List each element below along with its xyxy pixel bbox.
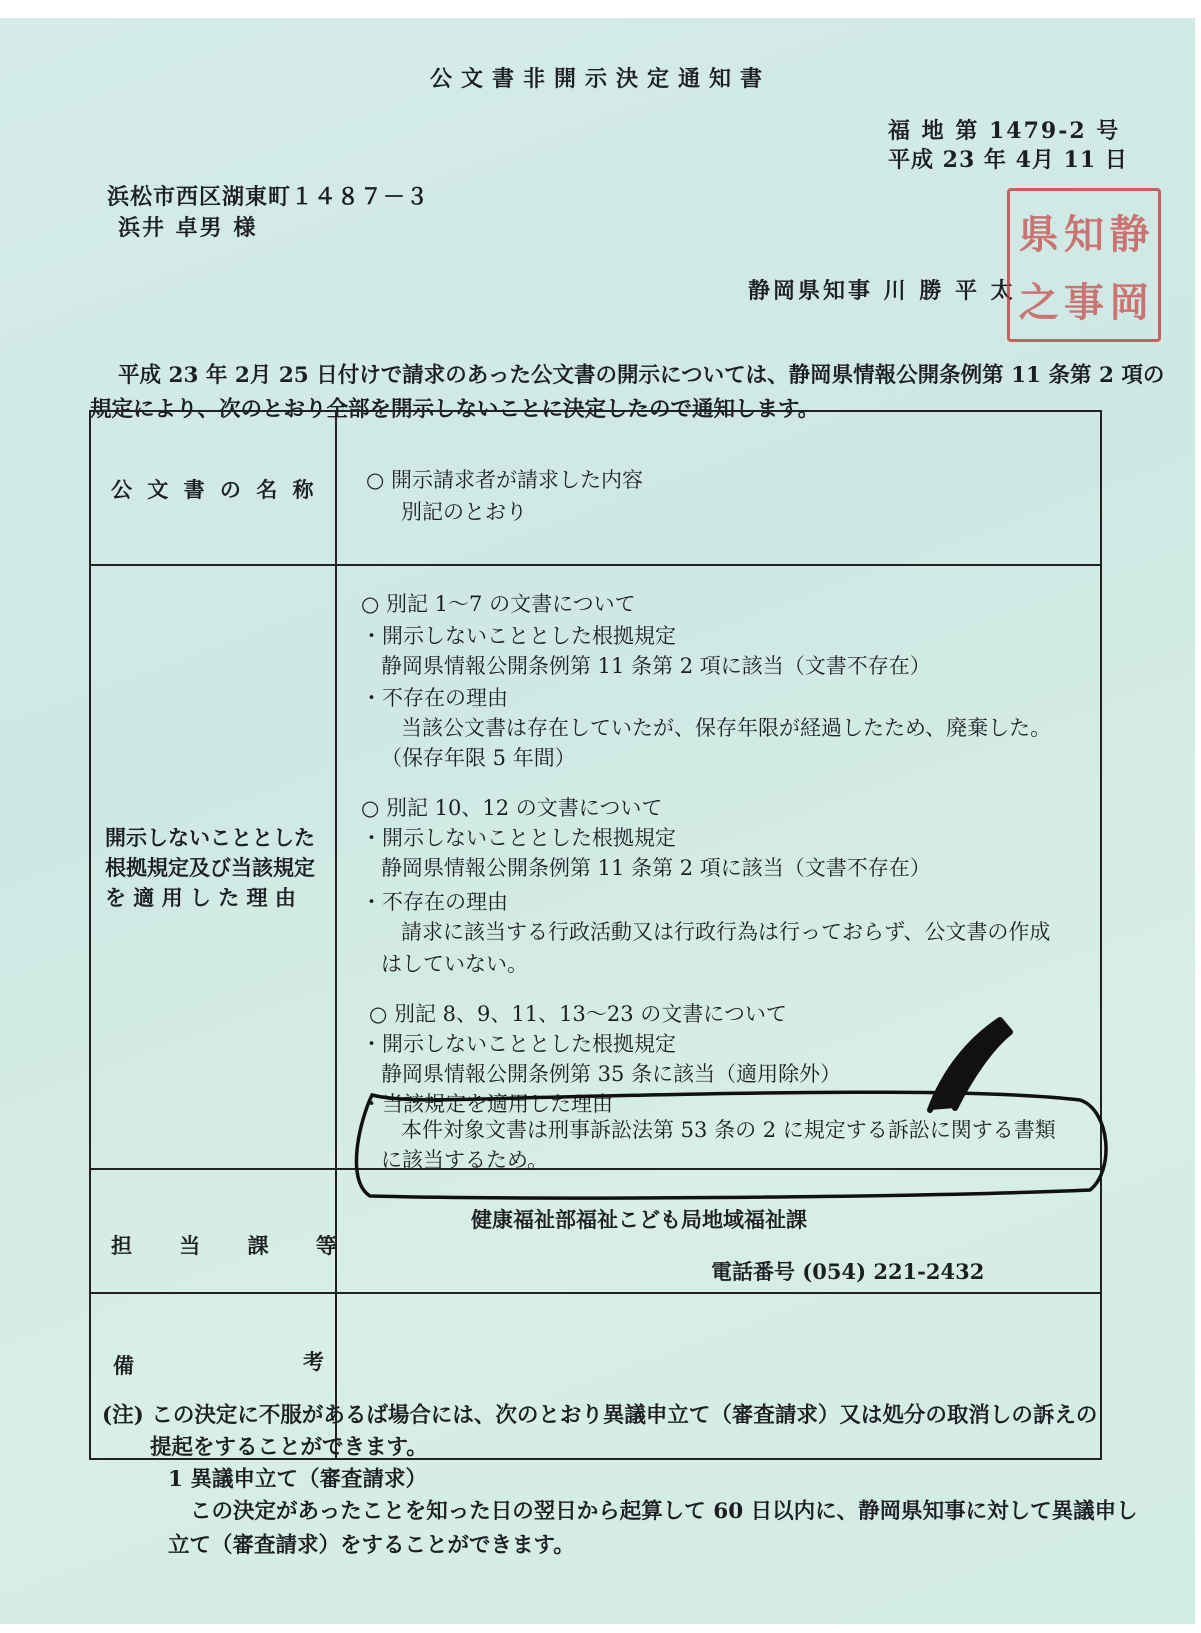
- label-remarks-1: 備: [113, 1353, 134, 1378]
- block1-retention: （保存年限 5 年間）: [381, 746, 576, 770]
- document-title: 公文書非開示決定通知書: [429, 66, 771, 92]
- department-name: 健康福祉部福祉こども局地域福祉課: [471, 1207, 807, 1232]
- table-column-divider: [335, 412, 337, 1458]
- block2-reason: 請求に該当する行政活動又は行政行為は行っておらず、公文書の作成: [401, 920, 1051, 944]
- note-line-3: 1 異議申立て（審査請求）: [168, 1467, 427, 1492]
- block2-basis-label: ・開示しないこととした根拠規定: [361, 826, 676, 850]
- block1-basis: 静岡県情報公開条例第 11 条第 2 項に該当（文書不存在）: [381, 654, 931, 678]
- label-document-name: 公 文 書 の 名 称: [111, 477, 318, 502]
- decision-table: [89, 410, 1102, 1460]
- block2-heading: ○ 別記 10、12 の文書について: [361, 796, 663, 820]
- note-line-1: (注) この決定に不服があるば場合には、次のとおり異議申立て（審査請求）又は処分の取消しの訴えの: [102, 1403, 1098, 1428]
- block1-basis-label: ・開示しないこととした根拠規定: [361, 624, 676, 648]
- label-remarks-2: 考: [303, 1349, 324, 1374]
- block1-reason: 当該公文書は存在していたが、保存年限が経過したため、廃棄した。: [401, 716, 1052, 740]
- block3-reason-label: ・当該規定を適用した理由: [361, 1092, 613, 1116]
- label-grounds-line-3: を 適 用 し た 理 由: [105, 885, 296, 910]
- recipient-address: 浜松市西区湖東町１４８７－３: [107, 184, 430, 210]
- document-paper: [0, 18, 1195, 1624]
- block3-basis: 静岡県情報公開条例第 35 条に該当（適用除外）: [381, 1062, 842, 1086]
- block1-reason-label: ・不存在の理由: [361, 686, 508, 710]
- block3-reason-cont: に該当するため。: [381, 1148, 549, 1172]
- table-row-divider: [91, 564, 1100, 566]
- department-phone: 電話番号 (054) 221-2432: [711, 1259, 985, 1284]
- issue-date: 平成 23 年 4月 11 日: [888, 147, 1128, 173]
- official-seal: 県 知 静 之 事 岡: [1007, 188, 1161, 342]
- block3-basis-label: ・開示しないこととした根拠規定: [361, 1032, 676, 1056]
- label-grounds-line-2: 根拠規定及び当該規定: [105, 855, 315, 880]
- table-row-divider: [91, 1168, 1100, 1170]
- document-name-line-2: 別記のとおり: [401, 500, 527, 524]
- intro-line-1: 平成 23 年 2月 25 日付けで請求のあった公文書の開示については、静岡県情報公開条例第 11 条第 2 項の: [118, 363, 1165, 388]
- recipient-name: 浜井 卓男 様: [118, 215, 258, 241]
- document-name-line-1: ○ 開示請求者が請求した内容: [366, 468, 643, 492]
- label-grounds-line-1: 開示しないこととした: [105, 825, 315, 850]
- label-department: 担 当 課 等: [111, 1233, 337, 1258]
- block2-reason-cont: はしていない。: [381, 952, 528, 976]
- reference-number: 福 地 第 1479-2 号: [888, 118, 1121, 144]
- block2-reason-label: ・不存在の理由: [361, 890, 508, 914]
- note-line-4: この決定があったことを知った日の翌日から起算して 60 日以内に、静岡県知事に対して異議申し: [190, 1499, 1138, 1524]
- table-row-divider: [91, 1292, 1100, 1294]
- intro-line-2: 規定により、次のとおり全部を開示しないことに決定したので通知します。: [90, 397, 820, 422]
- note-line-2: 提起をすることができます。: [150, 1435, 428, 1460]
- note-line-5: 立て（審査請求）をすることができます。: [168, 1533, 575, 1558]
- issuer-name: 静岡県知事 川 勝 平 太: [748, 278, 1016, 304]
- block1-heading: ○ 別記 1～7 の文書について: [361, 592, 636, 616]
- block3-heading: ○ 別記 8、9、11、13～23 の文書について: [369, 1002, 787, 1026]
- block3-reason: 本件対象文書は刑事訴訟法第 53 条の 2 に規定する訴訟に関する書類: [401, 1118, 1056, 1142]
- block2-basis: 静岡県情報公開条例第 11 条第 2 項に該当（文書不存在）: [381, 856, 931, 880]
